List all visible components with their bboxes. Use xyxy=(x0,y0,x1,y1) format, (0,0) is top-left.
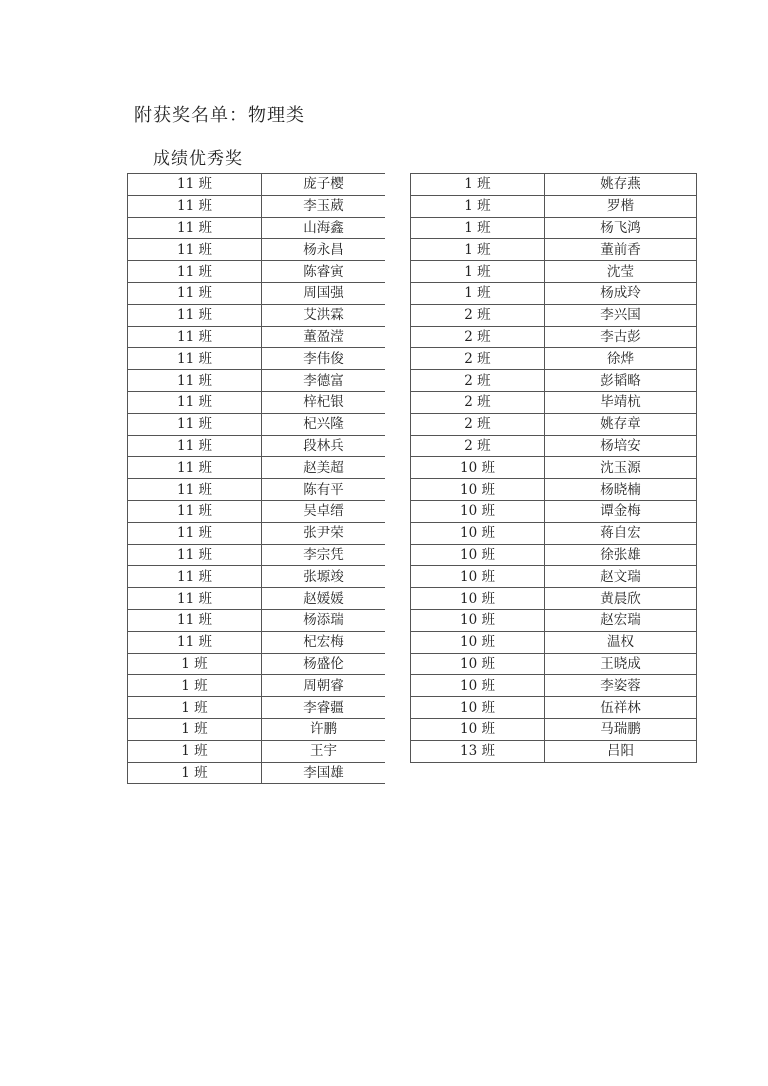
class-cell: 10 班 xyxy=(411,675,545,697)
table-row xyxy=(128,762,386,784)
student-name-cell: 李睿疆 xyxy=(262,697,386,719)
class-cell: 13 班 xyxy=(411,740,545,762)
table-row xyxy=(128,500,386,522)
award-table-left xyxy=(127,173,385,784)
student-name-cell: 徐张雄 xyxy=(545,544,697,566)
class-cell: 11 班 xyxy=(128,239,262,261)
student-name-cell: 杨添瑞 xyxy=(262,609,386,631)
student-name-cell: 张尹荣 xyxy=(262,522,386,544)
class-cell: 11 班 xyxy=(128,500,262,522)
table-row xyxy=(411,697,697,719)
class-cell: 1 班 xyxy=(411,217,545,239)
table-row xyxy=(128,522,386,544)
student-name-cell: 杨盛伦 xyxy=(262,653,386,675)
document-title: 附获奖名单：物理类 xyxy=(134,105,305,126)
student-name-cell: 毕靖杭 xyxy=(545,391,697,413)
student-name-cell: 山海鑫 xyxy=(262,217,386,239)
student-name-cell: 董盈滢 xyxy=(262,326,386,348)
student-name-cell: 杨飞鸿 xyxy=(545,217,697,239)
student-name-cell: 赵文瑞 xyxy=(545,566,697,588)
student-name-cell: 蒋自宏 xyxy=(545,522,697,544)
class-cell: 1 班 xyxy=(411,195,545,217)
class-cell: 10 班 xyxy=(411,631,545,653)
table-row xyxy=(411,631,697,653)
table-row xyxy=(128,195,386,217)
class-cell: 2 班 xyxy=(411,435,545,457)
table-row xyxy=(411,609,697,631)
class-cell: 11 班 xyxy=(128,544,262,566)
class-cell: 1 班 xyxy=(128,762,262,784)
student-name-cell: 王晓成 xyxy=(545,653,697,675)
student-name-cell: 彭韬略 xyxy=(545,370,697,392)
student-name-cell: 李玉葳 xyxy=(262,195,386,217)
class-cell: 1 班 xyxy=(411,261,545,283)
table-row xyxy=(411,370,697,392)
student-name-cell: 陈有平 xyxy=(262,479,386,501)
student-name-cell: 沈莹 xyxy=(545,261,697,283)
class-cell: 11 班 xyxy=(128,326,262,348)
student-name-cell: 杨成玲 xyxy=(545,282,697,304)
table-row xyxy=(411,413,697,435)
table-row xyxy=(128,304,386,326)
class-cell: 2 班 xyxy=(411,391,545,413)
table-row xyxy=(128,479,386,501)
table-row xyxy=(128,282,386,304)
table-row xyxy=(128,609,386,631)
table-row xyxy=(128,740,386,762)
student-name-cell: 周朝睿 xyxy=(262,675,386,697)
student-name-cell: 杞宏梅 xyxy=(262,631,386,653)
student-name-cell: 谭金梅 xyxy=(545,500,697,522)
student-name-cell: 王宇 xyxy=(262,740,386,762)
table-row xyxy=(128,718,386,740)
table-row xyxy=(411,653,697,675)
class-cell: 11 班 xyxy=(128,304,262,326)
table-row xyxy=(411,588,697,610)
student-name-cell: 李古彭 xyxy=(545,326,697,348)
table-row xyxy=(128,217,386,239)
table-row xyxy=(128,348,386,370)
table-row xyxy=(128,588,386,610)
class-cell: 2 班 xyxy=(411,326,545,348)
class-cell: 11 班 xyxy=(128,457,262,479)
table-row xyxy=(128,544,386,566)
table-row xyxy=(128,326,386,348)
student-name-cell: 杨晓楠 xyxy=(545,479,697,501)
student-name-cell: 李德富 xyxy=(262,370,386,392)
table-row xyxy=(128,391,386,413)
student-name-cell: 黄晨欣 xyxy=(545,588,697,610)
table-row xyxy=(411,566,697,588)
class-cell: 1 班 xyxy=(128,653,262,675)
student-name-cell: 周国强 xyxy=(262,282,386,304)
student-name-cell: 徐烨 xyxy=(545,348,697,370)
student-name-cell: 吕阳 xyxy=(545,740,697,762)
class-cell: 11 班 xyxy=(128,522,262,544)
class-cell: 2 班 xyxy=(411,304,545,326)
student-name-cell: 庞子樱 xyxy=(262,174,386,196)
table-row xyxy=(411,348,697,370)
student-name-cell: 张塬竣 xyxy=(262,566,386,588)
table-row xyxy=(411,304,697,326)
class-cell: 11 班 xyxy=(128,370,262,392)
table-row xyxy=(411,391,697,413)
class-cell: 10 班 xyxy=(411,479,545,501)
student-name-cell: 杞兴隆 xyxy=(262,413,386,435)
student-name-cell: 吴卓缙 xyxy=(262,500,386,522)
student-name-cell: 李宗凭 xyxy=(262,544,386,566)
table-row xyxy=(128,697,386,719)
award-table-right xyxy=(410,173,697,763)
table-row xyxy=(128,413,386,435)
class-cell: 1 班 xyxy=(128,740,262,762)
table-row xyxy=(128,174,386,196)
table-row xyxy=(128,631,386,653)
class-cell: 2 班 xyxy=(411,413,545,435)
student-name-cell: 温权 xyxy=(545,631,697,653)
student-name-cell: 陈睿寅 xyxy=(262,261,386,283)
class-cell: 11 班 xyxy=(128,174,262,196)
student-name-cell: 沈玉源 xyxy=(545,457,697,479)
class-cell: 1 班 xyxy=(128,675,262,697)
student-name-cell: 杨永昌 xyxy=(262,239,386,261)
table-row xyxy=(128,261,386,283)
table-row xyxy=(128,370,386,392)
class-cell: 11 班 xyxy=(128,195,262,217)
table-row xyxy=(411,261,697,283)
table-row xyxy=(411,195,697,217)
class-cell: 1 班 xyxy=(411,174,545,196)
class-cell: 10 班 xyxy=(411,566,545,588)
table-row xyxy=(411,282,697,304)
class-cell: 11 班 xyxy=(128,217,262,239)
class-cell: 11 班 xyxy=(128,566,262,588)
table-row xyxy=(411,174,697,196)
class-cell: 1 班 xyxy=(411,239,545,261)
table-row xyxy=(411,718,697,740)
class-cell: 11 班 xyxy=(128,609,262,631)
class-cell: 11 班 xyxy=(128,588,262,610)
class-cell: 11 班 xyxy=(128,631,262,653)
student-name-cell: 许鹏 xyxy=(262,718,386,740)
class-cell: 10 班 xyxy=(411,718,545,740)
class-cell: 11 班 xyxy=(128,348,262,370)
class-cell: 10 班 xyxy=(411,697,545,719)
table-row xyxy=(128,239,386,261)
student-name-cell: 伍祥林 xyxy=(545,697,697,719)
student-name-cell: 段林兵 xyxy=(262,435,386,457)
class-cell: 10 班 xyxy=(411,457,545,479)
class-cell: 11 班 xyxy=(128,413,262,435)
class-cell: 10 班 xyxy=(411,500,545,522)
table-row xyxy=(411,500,697,522)
class-cell: 11 班 xyxy=(128,479,262,501)
class-cell: 11 班 xyxy=(128,261,262,283)
student-name-cell: 李国雄 xyxy=(262,762,386,784)
student-name-cell: 姚存章 xyxy=(545,413,697,435)
class-cell: 11 班 xyxy=(128,391,262,413)
student-name-cell: 艾洪霖 xyxy=(262,304,386,326)
class-cell: 10 班 xyxy=(411,588,545,610)
award-table-right-body xyxy=(411,174,697,763)
table-row xyxy=(411,740,697,762)
award-table-left-body xyxy=(128,174,386,784)
table-row xyxy=(411,326,697,348)
class-cell: 10 班 xyxy=(411,544,545,566)
student-name-cell: 李伟俊 xyxy=(262,348,386,370)
table-row xyxy=(411,435,697,457)
student-name-cell: 赵美超 xyxy=(262,457,386,479)
table-row xyxy=(411,217,697,239)
student-name-cell: 赵宏瑞 xyxy=(545,609,697,631)
table-row xyxy=(128,566,386,588)
class-cell: 11 班 xyxy=(128,282,262,304)
student-name-cell: 赵媛媛 xyxy=(262,588,386,610)
student-name-cell: 杨培安 xyxy=(545,435,697,457)
student-name-cell: 李兴国 xyxy=(545,304,697,326)
table-row xyxy=(411,479,697,501)
section-title: 成绩优秀奖 xyxy=(153,149,243,169)
table-row xyxy=(411,239,697,261)
class-cell: 2 班 xyxy=(411,370,545,392)
class-cell: 10 班 xyxy=(411,653,545,675)
class-cell: 10 班 xyxy=(411,609,545,631)
table-row xyxy=(411,522,697,544)
table-row xyxy=(128,457,386,479)
student-name-cell: 罗楷 xyxy=(545,195,697,217)
student-name-cell: 董前香 xyxy=(545,239,697,261)
table-row xyxy=(128,653,386,675)
class-cell: 2 班 xyxy=(411,348,545,370)
class-cell: 1 班 xyxy=(411,282,545,304)
class-cell: 11 班 xyxy=(128,435,262,457)
table-row xyxy=(128,675,386,697)
student-name-cell: 姚存燕 xyxy=(545,174,697,196)
student-name-cell: 马瑞鹏 xyxy=(545,718,697,740)
table-row xyxy=(128,435,386,457)
student-name-cell: 梓杞银 xyxy=(262,391,386,413)
table-row xyxy=(411,457,697,479)
student-name-cell: 李姿蓉 xyxy=(545,675,697,697)
table-row xyxy=(411,544,697,566)
class-cell: 10 班 xyxy=(411,522,545,544)
table-row xyxy=(411,675,697,697)
class-cell: 1 班 xyxy=(128,697,262,719)
class-cell: 1 班 xyxy=(128,718,262,740)
